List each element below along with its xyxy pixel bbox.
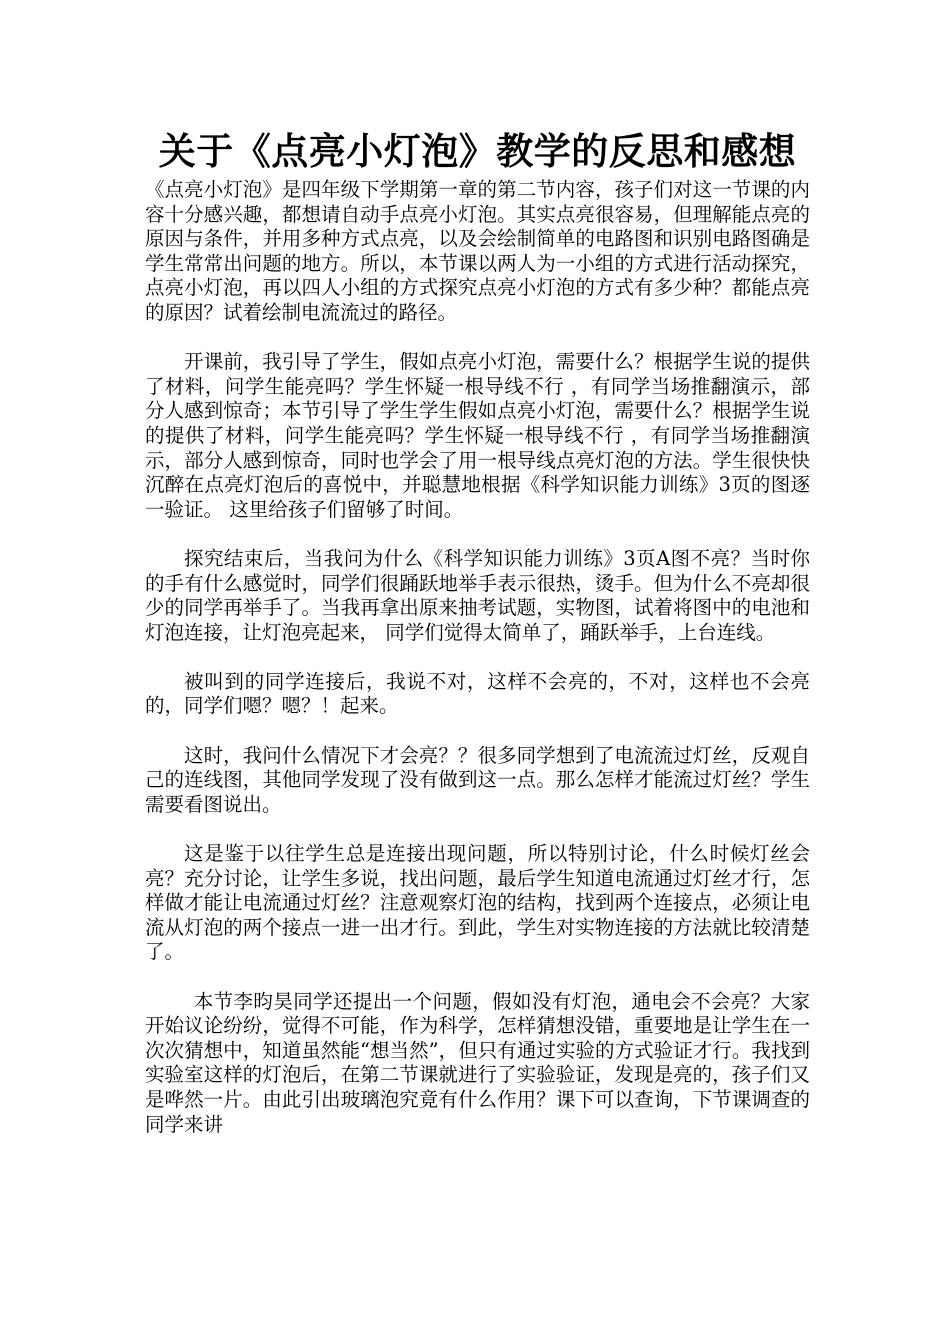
paragraph-after-exploration: 探究结束后，当我问为什么《科学知识能力训练》3页A图不亮？当时你的手有什么感觉时，同学们很踊跃地举手表示很热，烫手。但为什么不亮却很少的同学再举手了。当我再拿出原来抽考试题，实物图，试着将图中的电池和灯泡连接，让灯泡亮起来， 同学们觉得太简单了，踊跃举手，上台连线。	[145, 546, 810, 644]
paragraph-filament-question: 这时，我问什么情况下才会亮？？很多同学想到了电流流过灯丝，反观自己的连线图，其他同学发现了没有做到这一点。那么怎样才能流过灯丝？学生需要看图说出。	[145, 743, 810, 816]
paragraph-student-connection: 被叫到的同学连接后，我说不对，这样不会亮的，不对，这样也不会亮的，同学们嗯？嗯？！起来。	[145, 669, 810, 718]
document-page	[145, 128, 810, 1137]
paragraph-discussion: 这是鉴于以往学生总是连接出现问题，所以特别讨论，什么时候灯丝会亮？充分讨论，让学生多说，找出问题，最后学生知道电流通过灯丝才行，怎样做才能让电流通过灯丝？注意观察灯泡的结构，找到两个连接点，必须让电流从灯泡的两个接点一进一出才行。到此，学生对实物连接的方法就比较清楚了。	[145, 842, 810, 964]
paragraph-student-question: 本节李昀昊同学还提出一个问题，假如没有灯泡，通电会不会亮？大家开始议论纷纷，觉得不可能，作为科学，怎样猜想没错，重要地是让学生在一次次猜想中，知道虽然能“想当然”，但只有通过实验的方式验证才行。我找到实验室这样的灯泡后，在第二节课就进行了实验验证，发现是亮的，孩子们又是哗然一片。由此引出玻璃泡究竟有什么作用？课下可以查询，下节课调查的同学来讲	[145, 989, 810, 1136]
paragraph-intro: 《点亮小灯泡》是四年级下学期第一章的第二节内容，孩子们对这一节课的内容十分感兴趣，都想请自动手点亮小灯泡。其实点亮很容易，但理解能点亮的原因与条件，并用多种方式点亮，以及会绘制简单的电路图和识别电路图确是学生常常出问题的地方。所以，本节课以两人为一小组的方式进行活动探究，点亮小灯泡，再以四人小组的方式探究点亮小灯泡的方式有多少种？都能点亮的原因？试着绘制电流流过的路径。	[145, 178, 810, 324]
document-title: 关于《点亮小灯泡》教学的反思和感想	[158, 129, 797, 173]
paragraph-before-class: 开课前，我引导了学生，假如点亮小灯泡，需要什么？根据学生说的提供了材料，问学生能亮吗？学生怀疑一根导线不行 ，有同学当场推翻演示，部分人感到惊奇；本节引导了学生学生假如点亮小灯泡，需要什么？根据学生说的提供了材料，问学生能亮吗？学生怀疑一根导线不行 ，有同学当场推翻演示，部分人感到惊奇，同时也学会了用一根导线点亮灯泡的方法。学生很快快沉醉在点亮灯泡后的喜悦中，并聪慧地根据《科学知识能力训练》3页的图逐一验证。 这里给孩子们留够了时间。	[145, 350, 810, 521]
